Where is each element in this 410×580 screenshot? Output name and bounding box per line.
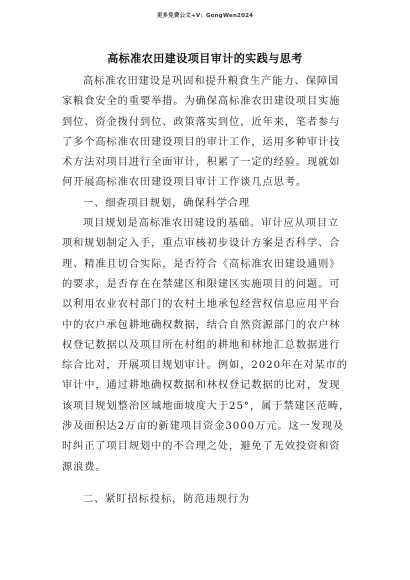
text-line: 审计中，通过耕地确权数据和林权登记数据的比对，发现 <box>62 380 341 392</box>
text-line: 权登记数据以及项目所在村组的耕地和林地汇总数据进行 <box>62 339 341 351</box>
text-line: 术方法对项目进行全面审计，积累了一定的经验。现就如 <box>62 157 341 169</box>
text-line: 中的农户承包耕地确权数据，结合自然资源部门的农户林 <box>62 319 341 331</box>
page-title: 高标准农田建设项目审计的实践与思考 <box>107 52 303 65</box>
document-body <box>62 72 350 510</box>
text-line: 何开展高标准农田建设项目审计工作谈几点思考。 <box>62 177 308 189</box>
text-line: 项目规划是高标准农田建设的基础。审计应从项目立 <box>83 218 340 230</box>
text-line: 该项目规划整治区域地面坡度大于25°，属于禁建区范畴， <box>62 400 351 412</box>
section-heading: 二、紧盯招标投标，防范违规行为 <box>83 493 251 505</box>
text-line: 综合比对，开展项目规划审计。例如，2020年在对某市的 <box>62 360 348 372</box>
text-line: 了多个高标准农田建设项目的审计工作，运用多种审计技 <box>62 136 341 148</box>
header-note: 更多免费公文+V：GongWen2024 <box>156 13 254 19</box>
text-line: 时纠正了项目规划中的不合理之处，避免了无效投资和资 <box>62 441 341 453</box>
text-line: 的要求，是否存在在禁建区和限建区实施项目的问题。可 <box>62 278 341 290</box>
text-line: 到位、资金拨付到位、政策落实到位，近年来，笔者参与 <box>62 116 341 128</box>
text-line: 涉及面积达2万亩的新建项目资金3000万元。这一发现及 <box>62 421 345 433</box>
text-line: 项和规划制定入手，重点审核初步设计方案是否科学、合 <box>62 238 341 250</box>
text-line: 以利用农业农村部门的农村土地承包经营权信息应用平台 <box>62 299 341 311</box>
spacer <box>62 478 350 490</box>
section-heading: 一、细查项目规划，确保科学合理 <box>83 197 251 209</box>
text-line: 家粮食安全的重要举措。为确保高标准农田建设项目实施 <box>62 96 341 108</box>
text-line: 高标准农田建设是巩固和提升粮食生产能力、保障国 <box>83 76 340 87</box>
text-line: 理、精准且切合实际，是否符合《高标准农田建设通则》 <box>62 258 341 270</box>
text-line: 源浪费。 <box>62 461 107 473</box>
